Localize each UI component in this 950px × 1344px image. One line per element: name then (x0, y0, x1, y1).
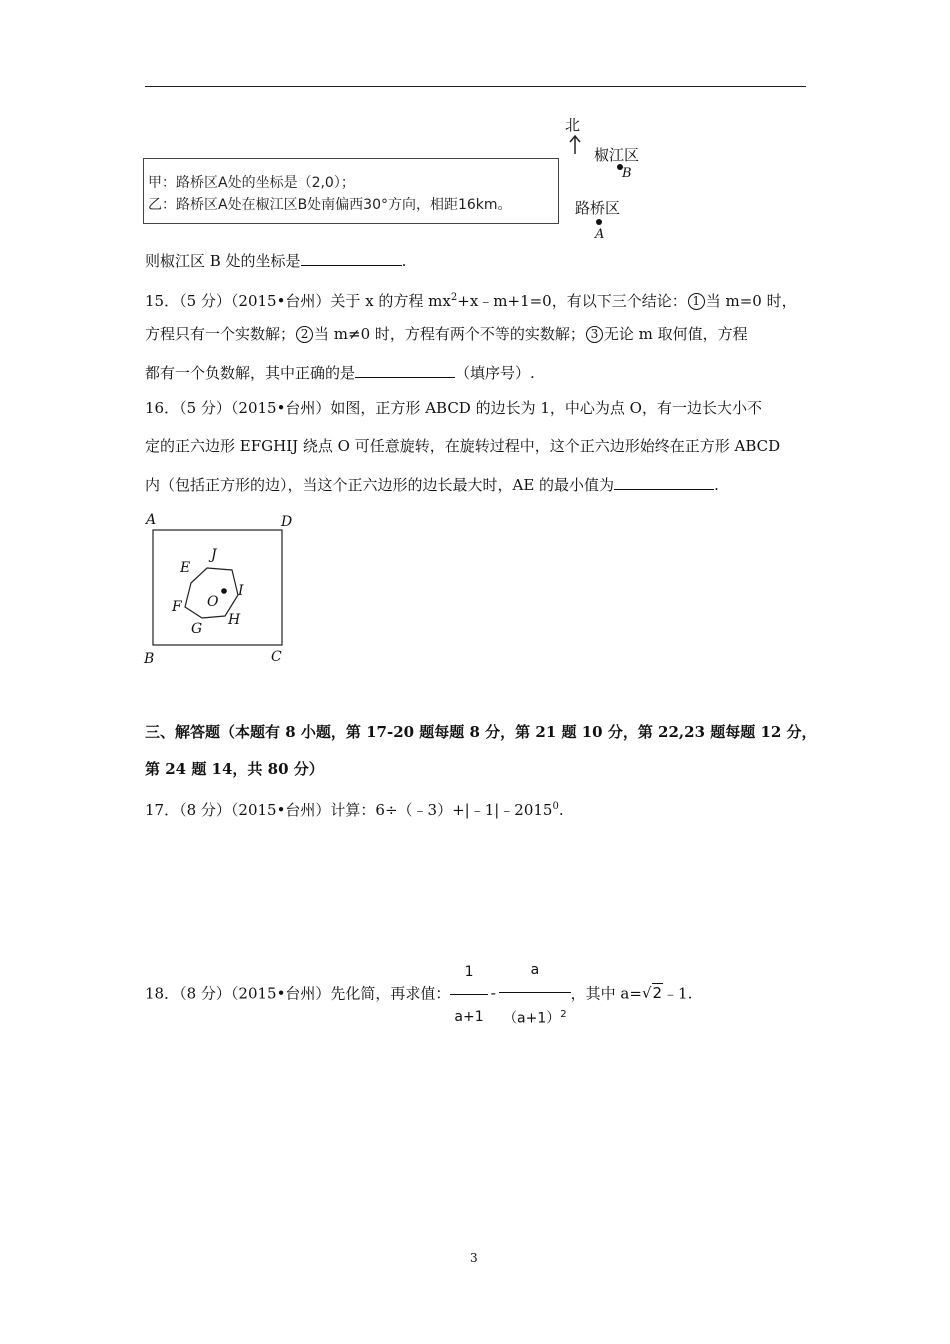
q18 (145, 950, 692, 1039)
q18-condition: ，其中 a= (570, 984, 642, 1003)
circled-number-2: 2 (296, 326, 313, 343)
q16-text-a: 内（包括正方形的边），当这个正六边形的边长最大时，AE 的最小值为 (145, 476, 615, 494)
sqrt-symbol: √ (641, 984, 652, 1003)
label-j: J (211, 547, 217, 563)
header-rule (145, 86, 806, 87)
label-i: I (238, 583, 244, 599)
center-o-dot (221, 588, 227, 594)
q16-line2: 定的正六边形 EFGHIJ 绕点 O 可任意旋转，在旋转过程中，这个正六边形始终在正方形 ABCD (145, 437, 781, 455)
q15-text-c: 当 m=0 时， (705, 292, 797, 310)
fraction-1-numerator: 1 (450, 952, 487, 995)
sqrt-radicand: 2 (652, 984, 663, 1003)
q17-end: . (558, 801, 564, 819)
label-h: H (228, 612, 241, 628)
north-label: 北 (565, 116, 581, 134)
label-b: B (144, 651, 155, 667)
fraction-1 (450, 952, 487, 1037)
point-a-dot (596, 219, 602, 225)
statement-box (143, 158, 559, 224)
label-f: F (172, 599, 182, 615)
circled-number-1: 1 (688, 293, 705, 310)
circled-number-3: 3 (586, 326, 603, 343)
sqrt-expression (642, 973, 663, 1013)
label-e: E (180, 560, 191, 576)
q17-text: 17．（8 分）（2015•台州）计算：6÷（﹣3）+|﹣1|﹣2015 (145, 801, 553, 819)
q15-exponent: 2 (450, 292, 458, 303)
square-abcd (153, 530, 282, 645)
q14-tail (145, 249, 406, 271)
q16-line1: 16．（5 分）（2015•台州）如图，正方形 ABCD 的边长为 1，中心为点 O，有一边长大小不 (145, 399, 762, 417)
q15-text-h: （填序号）. (455, 364, 535, 382)
q17 (145, 797, 564, 820)
q17-exponent: 0 (552, 801, 559, 812)
fraction-2-exponent: 2 (560, 1009, 567, 1020)
q16-answer-blank[interactable] (614, 473, 714, 490)
fraction-2-denominator (499, 993, 571, 1039)
q15-line3 (145, 361, 535, 383)
q16-text-b: . (714, 476, 719, 494)
q18-text: 18．（8 分）（2015•台州）先化简，再求值： (145, 984, 451, 1003)
section3-line2: 第 24 题 14，共 80 分） (145, 760, 324, 778)
fraction-1-denominator: a+1 (454, 1008, 484, 1025)
q18-tail: ﹣1. (663, 984, 693, 1003)
fraction-2-denominator-base: （a+1） (503, 1010, 561, 1027)
q15-answer-blank[interactable] (355, 361, 455, 378)
q15-text-g: 都有一个负数解，其中正确的是 (145, 364, 356, 382)
q15-text-e: 当 m≠0 时，方程有两个不等的实数解； (314, 325, 585, 343)
statement-yi: 乙：路桥区A处在椒江区B处南偏西30°方向，相距16km。 (148, 197, 512, 213)
q15-text-b: +x﹣m+1=0，有以下三个结论： (457, 292, 687, 310)
fraction-2-numerator: a (499, 950, 571, 993)
north-arrow-icon (568, 134, 582, 156)
square-hexagon-figure (140, 505, 310, 670)
q15-text-d: 方程只有一个实数解； (145, 325, 296, 343)
fraction-2 (499, 950, 571, 1039)
jiaojiang-label: 椒江区 (594, 146, 640, 164)
q14-answer-blank[interactable] (301, 249, 402, 266)
q15-text-a: 15．（5 分）（2015•台州）关于 x 的方程 mx (145, 292, 451, 310)
point-b-label: B (622, 166, 632, 181)
q16-line3 (145, 473, 719, 495)
luqiao-label: 路桥区 (575, 199, 621, 217)
q15-line1 (145, 288, 797, 311)
statement-jia: 甲：路桥区A处的坐标是（2,0）； (148, 175, 355, 191)
q14-text: 则椒江区 B 处的坐标是 (145, 252, 301, 270)
q15-line2 (145, 324, 748, 344)
hexagon-efghij (185, 568, 238, 618)
label-o: O (207, 594, 219, 610)
section3-line1: 三、解答题（本题有 8 小题，第 17-20 题每题 8 分，第 21 题 10 分，第 22,23 题每题 12 分， (145, 723, 817, 741)
q15-text-f: 无论 m 取何值，方程 (603, 325, 748, 343)
minus-sign: - (490, 984, 497, 1003)
point-a-label: A (595, 227, 605, 242)
q14-end: . (401, 252, 407, 270)
label-c: C (271, 649, 282, 665)
label-g: G (191, 621, 203, 637)
page-number: 3 (470, 1251, 478, 1265)
label-d: D (281, 514, 293, 530)
label-a: A (146, 512, 157, 528)
